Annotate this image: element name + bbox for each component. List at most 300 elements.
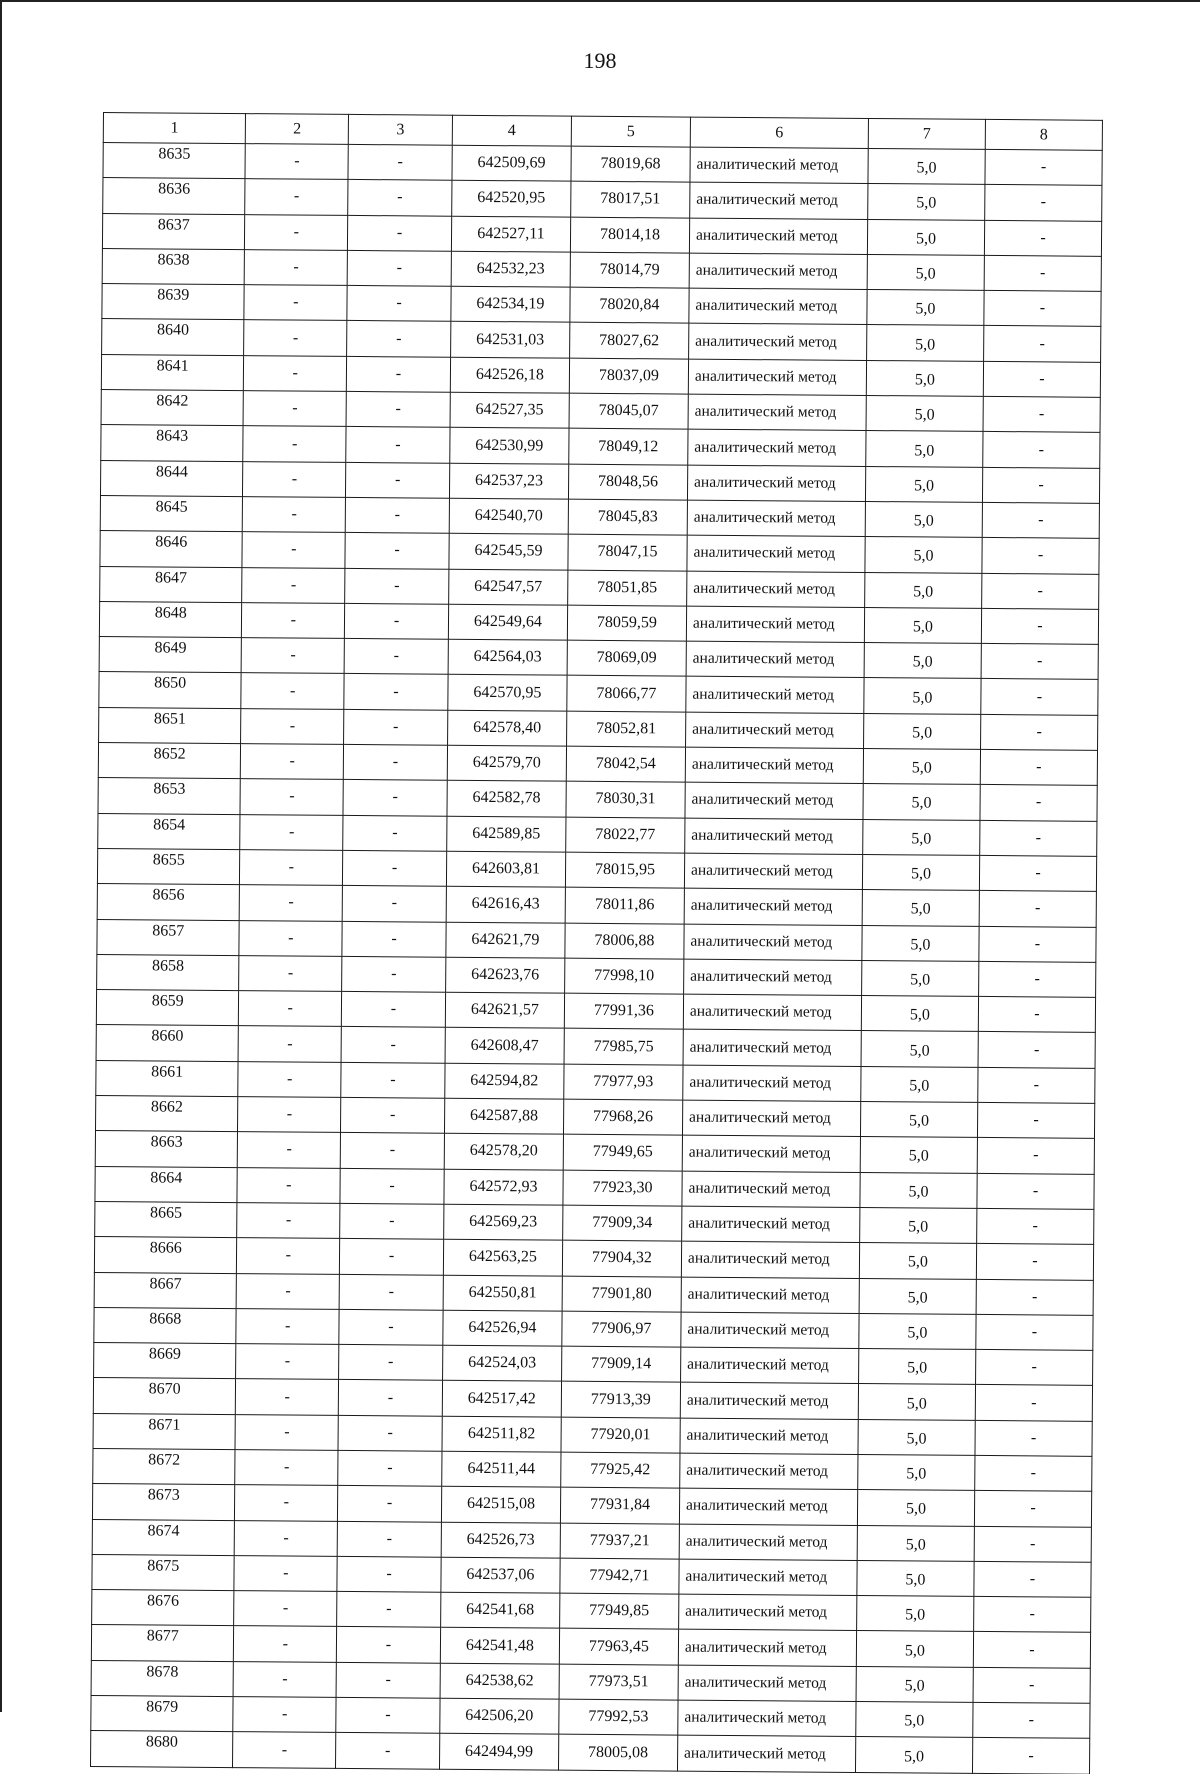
method-cell: аналитический метод bbox=[687, 571, 865, 608]
col8-cell: - bbox=[974, 1491, 1091, 1527]
method-cell: аналитический метод bbox=[680, 1382, 858, 1419]
method-cell: аналитический метод bbox=[686, 606, 864, 643]
accuracy-cell: 5,0 bbox=[866, 360, 983, 396]
coord-x-cell: 642572,93 bbox=[444, 1169, 563, 1205]
coord-x-cell: 642509,69 bbox=[452, 145, 571, 181]
point-number-cell: 8678 bbox=[91, 1660, 234, 1696]
coord-y-cell: 77923,30 bbox=[563, 1170, 682, 1206]
method-cell: аналитический метод bbox=[677, 1735, 855, 1772]
coord-x-cell: 642530,99 bbox=[450, 428, 569, 464]
coord-x-cell: 642621,79 bbox=[446, 922, 565, 958]
method-cell: аналитический метод bbox=[680, 1453, 858, 1490]
coord-x-cell: 642537,06 bbox=[441, 1557, 560, 1593]
col2-cell: - bbox=[233, 1732, 336, 1768]
coord-y-cell: 78059,59 bbox=[567, 605, 686, 641]
scan-edge-left bbox=[0, 0, 2, 1712]
coord-y-cell: 78005,08 bbox=[558, 1734, 677, 1770]
method-cell: аналитический метод bbox=[685, 747, 863, 784]
method-cell: аналитический метод bbox=[681, 1277, 859, 1314]
col3-cell: - bbox=[341, 992, 445, 1028]
col2-cell: - bbox=[242, 532, 345, 568]
coord-y-cell: 77920,01 bbox=[561, 1417, 680, 1453]
coord-x-cell: 642587,88 bbox=[444, 1098, 563, 1134]
col8-cell: - bbox=[975, 1385, 1092, 1421]
method-cell: аналитический метод bbox=[682, 1206, 860, 1243]
point-number-cell: 8673 bbox=[92, 1484, 235, 1520]
coord-x-cell: 642547,57 bbox=[449, 569, 568, 605]
coord-y-cell: 77968,26 bbox=[563, 1099, 682, 1135]
col8-cell: - bbox=[976, 1314, 1093, 1350]
method-cell: аналитический метод bbox=[688, 394, 866, 431]
accuracy-cell: 5,0 bbox=[862, 854, 979, 890]
col3-cell: - bbox=[339, 1274, 443, 1310]
point-number-cell: 8662 bbox=[95, 1095, 238, 1131]
col8-cell: - bbox=[982, 502, 1099, 538]
coord-x-cell: 642594,82 bbox=[445, 1063, 564, 1099]
col8-cell: - bbox=[980, 785, 1097, 821]
col8-cell: - bbox=[973, 1702, 1090, 1738]
col3-cell: - bbox=[336, 1733, 440, 1769]
coord-y-cell: 78015,95 bbox=[565, 852, 684, 888]
accuracy-cell: 5,0 bbox=[859, 1349, 976, 1385]
col2-cell: - bbox=[238, 1097, 341, 1133]
coord-y-cell: 77925,42 bbox=[561, 1452, 680, 1488]
method-cell: аналитический метод bbox=[684, 924, 862, 961]
accuracy-cell: 5,0 bbox=[857, 1560, 974, 1596]
point-number-cell: 8665 bbox=[95, 1201, 238, 1237]
coord-x-cell: 642540,70 bbox=[449, 498, 568, 534]
method-cell: аналитический метод bbox=[689, 253, 867, 290]
point-number-cell: 8670 bbox=[93, 1378, 236, 1414]
accuracy-cell: 5,0 bbox=[860, 1207, 977, 1243]
point-number-cell: 8666 bbox=[94, 1237, 237, 1273]
coord-y-cell: 77931,84 bbox=[560, 1487, 679, 1523]
col8-cell: - bbox=[980, 714, 1097, 750]
col2-cell: - bbox=[235, 1485, 338, 1521]
coord-x-cell: 642623,76 bbox=[446, 957, 565, 993]
coord-x-cell: 642616,43 bbox=[446, 886, 565, 922]
point-number-cell: 8643 bbox=[101, 425, 244, 461]
accuracy-cell: 5,0 bbox=[862, 960, 979, 996]
col2-cell: - bbox=[243, 461, 346, 497]
method-cell: аналитический метод bbox=[688, 359, 866, 396]
col3-cell: - bbox=[345, 568, 449, 604]
coord-y-cell: 78014,18 bbox=[570, 217, 689, 253]
point-number-cell: 8680 bbox=[91, 1731, 234, 1767]
coord-x-cell: 642608,47 bbox=[445, 1028, 564, 1064]
col2-cell: - bbox=[237, 1238, 340, 1274]
coord-y-cell: 77949,85 bbox=[560, 1593, 679, 1629]
coord-y-cell: 78017,51 bbox=[571, 181, 690, 217]
col8-cell: - bbox=[977, 1208, 1094, 1244]
accuracy-cell: 5,0 bbox=[864, 643, 981, 679]
accuracy-cell: 5,0 bbox=[856, 1666, 973, 1702]
col8-cell: - bbox=[973, 1632, 1090, 1668]
col8-cell: - bbox=[976, 1244, 1093, 1280]
coord-x-cell: 642537,23 bbox=[449, 463, 568, 499]
method-cell: аналитический метод bbox=[689, 218, 867, 255]
accuracy-cell: 5,0 bbox=[862, 925, 979, 961]
coord-y-cell: 78047,15 bbox=[568, 534, 687, 570]
col2-cell: - bbox=[234, 1626, 337, 1662]
page-number: 198 bbox=[583, 48, 617, 73]
method-cell: аналитический метод bbox=[687, 535, 865, 572]
col3-cell: - bbox=[338, 1380, 442, 1416]
col2-cell: - bbox=[245, 214, 348, 250]
col8-cell: - bbox=[977, 1102, 1094, 1138]
coord-x-cell: 642578,40 bbox=[447, 710, 566, 746]
col3-cell: - bbox=[347, 286, 451, 322]
coord-x-cell: 642511,82 bbox=[442, 1416, 561, 1452]
accuracy-cell: 5,0 bbox=[864, 678, 981, 714]
accuracy-cell: 5,0 bbox=[859, 1313, 976, 1349]
coord-y-cell: 78069,09 bbox=[567, 640, 686, 676]
col2-cell: - bbox=[241, 744, 344, 780]
accuracy-cell: 5,0 bbox=[868, 149, 985, 185]
coord-x-cell: 642527,11 bbox=[451, 216, 570, 252]
point-number-cell: 8644 bbox=[100, 460, 243, 496]
col3-cell: - bbox=[343, 850, 447, 886]
accuracy-cell: 5,0 bbox=[863, 819, 980, 855]
coord-x-cell: 642569,23 bbox=[444, 1204, 563, 1240]
method-cell: аналитический метод bbox=[682, 1171, 860, 1208]
point-number-cell: 8649 bbox=[99, 637, 242, 673]
col2-cell: - bbox=[235, 1520, 338, 1556]
col3-cell: - bbox=[341, 1097, 445, 1133]
col8-cell: - bbox=[984, 291, 1101, 327]
col8-cell: - bbox=[975, 1349, 1092, 1385]
accuracy-cell: 5,0 bbox=[865, 537, 982, 573]
col8-cell: - bbox=[977, 1173, 1094, 1209]
col2-cell: - bbox=[236, 1379, 339, 1415]
col8-cell: - bbox=[983, 397, 1100, 433]
accuracy-cell: 5,0 bbox=[861, 1031, 978, 1067]
coord-x-cell: 642517,42 bbox=[442, 1381, 561, 1417]
col2-cell: - bbox=[237, 1167, 340, 1203]
col3-cell: - bbox=[348, 215, 452, 251]
coord-x-cell: 642550,81 bbox=[443, 1275, 562, 1311]
method-cell: аналитический метод bbox=[689, 324, 867, 361]
coord-y-cell: 78027,62 bbox=[570, 323, 689, 359]
col3-cell: - bbox=[346, 391, 450, 427]
col2-cell: - bbox=[241, 673, 344, 709]
col2-cell: - bbox=[237, 1273, 340, 1309]
coord-x-cell: 642541,68 bbox=[441, 1592, 560, 1628]
col8-cell: - bbox=[979, 891, 1096, 927]
col2-cell: - bbox=[238, 1061, 341, 1097]
col2-cell: - bbox=[234, 1555, 337, 1591]
col3-cell: - bbox=[344, 639, 448, 675]
point-number-cell: 8669 bbox=[94, 1343, 237, 1379]
col2-cell: - bbox=[239, 955, 342, 991]
coord-y-cell: 77904,32 bbox=[562, 1240, 681, 1276]
coord-y-cell: 78066,77 bbox=[567, 676, 686, 712]
method-cell: аналитический метод bbox=[685, 782, 863, 819]
point-number-cell: 8674 bbox=[92, 1519, 235, 1555]
table-row bbox=[91, 1731, 1090, 1774]
coord-x-cell: 642579,70 bbox=[447, 745, 566, 781]
method-cell: аналитический метод bbox=[690, 182, 868, 219]
col3-cell: - bbox=[340, 1203, 444, 1239]
point-number-cell: 8661 bbox=[96, 1060, 239, 1096]
coord-y-cell: 78045,83 bbox=[568, 499, 687, 535]
col8-cell: - bbox=[980, 820, 1097, 856]
point-number-cell: 8672 bbox=[93, 1448, 236, 1484]
accuracy-cell: 5,0 bbox=[856, 1702, 973, 1738]
point-number-cell: 8639 bbox=[102, 284, 245, 320]
col3-cell: - bbox=[340, 1168, 444, 1204]
method-cell: аналитический метод bbox=[684, 853, 862, 890]
col2-cell: - bbox=[244, 320, 347, 356]
accuracy-cell: 5,0 bbox=[857, 1490, 974, 1526]
method-cell: аналитический метод bbox=[683, 1065, 861, 1102]
method-cell: аналитический метод bbox=[682, 1135, 860, 1172]
method-cell: аналитический метод bbox=[681, 1312, 859, 1349]
col2-cell: - bbox=[243, 426, 346, 462]
col8-cell: - bbox=[978, 1067, 1095, 1103]
accuracy-cell: 5,0 bbox=[860, 1137, 977, 1173]
point-number-cell: 8636 bbox=[103, 178, 246, 214]
point-number-cell: 8638 bbox=[102, 248, 245, 284]
coord-x-cell: 642549,64 bbox=[448, 604, 567, 640]
method-cell: аналитический метод bbox=[679, 1559, 857, 1596]
accuracy-cell: 5,0 bbox=[867, 325, 984, 361]
col3-cell: - bbox=[337, 1521, 441, 1557]
col8-cell: - bbox=[984, 255, 1101, 291]
col3-cell: - bbox=[338, 1486, 442, 1522]
col3-cell: - bbox=[347, 250, 451, 286]
coord-x-cell: 642531,03 bbox=[451, 322, 570, 358]
accuracy-cell: 5,0 bbox=[858, 1419, 975, 1455]
col2-cell: - bbox=[245, 144, 348, 180]
coord-x-cell: 642526,73 bbox=[441, 1522, 560, 1558]
col8-cell: - bbox=[975, 1455, 1092, 1491]
col2-cell: - bbox=[242, 638, 345, 674]
col8-cell: - bbox=[983, 361, 1100, 397]
col2-cell: - bbox=[244, 285, 347, 321]
accuracy-cell: 5,0 bbox=[867, 290, 984, 326]
col3-cell: - bbox=[346, 356, 450, 392]
col2-cell: - bbox=[236, 1308, 339, 1344]
column-header: 2 bbox=[246, 114, 349, 145]
col8-cell: - bbox=[979, 961, 1096, 997]
point-number-cell: 8653 bbox=[98, 778, 241, 814]
coord-y-cell: 77901,80 bbox=[562, 1276, 681, 1312]
col2-cell: - bbox=[240, 850, 343, 886]
point-number-cell: 8656 bbox=[97, 884, 240, 920]
coord-y-cell: 77913,39 bbox=[561, 1382, 680, 1418]
col3-cell: - bbox=[336, 1662, 440, 1698]
col3-cell: - bbox=[338, 1450, 442, 1486]
point-number-cell: 8646 bbox=[100, 531, 243, 567]
accuracy-cell: 5,0 bbox=[857, 1525, 974, 1561]
column-header: 6 bbox=[690, 117, 868, 148]
coord-x-cell: 642578,20 bbox=[444, 1134, 563, 1170]
method-cell: аналитический метод bbox=[684, 959, 862, 996]
point-number-cell: 8654 bbox=[98, 813, 241, 849]
method-cell: аналитический метод bbox=[685, 818, 863, 855]
point-number-cell: 8640 bbox=[102, 319, 245, 355]
column-header: 4 bbox=[452, 115, 571, 146]
coord-y-cell: 77937,21 bbox=[560, 1523, 679, 1559]
col3-cell: - bbox=[340, 1239, 444, 1275]
coord-x-cell: 642563,25 bbox=[443, 1239, 562, 1275]
coord-x-cell: 642538,62 bbox=[440, 1663, 559, 1699]
col2-cell: - bbox=[235, 1450, 338, 1486]
scan-edge-top bbox=[0, 0, 1200, 2]
point-number-cell: 8651 bbox=[99, 707, 242, 743]
point-number-cell: 8641 bbox=[101, 354, 244, 390]
method-cell: аналитический метод bbox=[687, 465, 865, 502]
method-cell: аналитический метод bbox=[678, 1665, 856, 1702]
accuracy-cell: 5,0 bbox=[866, 431, 983, 467]
method-cell: аналитический метод bbox=[682, 1100, 860, 1137]
col2-cell: - bbox=[236, 1344, 339, 1380]
accuracy-cell: 5,0 bbox=[860, 1172, 977, 1208]
col8-cell: - bbox=[984, 220, 1101, 256]
point-number-cell: 8667 bbox=[94, 1272, 237, 1308]
col3-cell: - bbox=[342, 956, 446, 992]
point-number-cell: 8655 bbox=[97, 848, 240, 884]
coord-x-cell: 642524,03 bbox=[442, 1345, 561, 1381]
point-number-cell: 8664 bbox=[95, 1166, 238, 1202]
col3-cell: - bbox=[337, 1556, 441, 1592]
col3-cell: - bbox=[340, 1133, 444, 1169]
col2-cell: - bbox=[245, 179, 348, 215]
coord-x-cell: 642515,08 bbox=[441, 1486, 560, 1522]
accuracy-cell: 5,0 bbox=[862, 890, 979, 926]
method-cell: аналитический метод bbox=[680, 1418, 858, 1455]
accuracy-cell: 5,0 bbox=[863, 784, 980, 820]
col2-cell: - bbox=[243, 497, 346, 533]
col8-cell: - bbox=[982, 538, 1099, 574]
coord-x-cell: 642603,81 bbox=[446, 851, 565, 887]
table-body bbox=[91, 143, 1103, 1774]
col3-cell: - bbox=[346, 462, 450, 498]
coord-y-cell: 78051,85 bbox=[568, 570, 687, 606]
coord-y-cell: 77949,65 bbox=[563, 1134, 682, 1170]
method-cell: аналитический метод bbox=[678, 1630, 856, 1667]
col2-cell: - bbox=[243, 391, 346, 427]
col8-cell: - bbox=[983, 432, 1100, 468]
col8-cell: - bbox=[981, 644, 1098, 680]
accuracy-cell: 5,0 bbox=[856, 1631, 973, 1667]
coord-y-cell: 78045,07 bbox=[569, 393, 688, 429]
col2-cell: - bbox=[241, 708, 344, 744]
coord-y-cell: 77985,75 bbox=[564, 1029, 683, 1065]
col3-cell: - bbox=[345, 603, 449, 639]
col3-cell: - bbox=[339, 1309, 443, 1345]
col3-cell: - bbox=[348, 180, 452, 216]
coord-y-cell: 77992,53 bbox=[559, 1699, 678, 1735]
method-cell: аналитический метод bbox=[681, 1241, 859, 1278]
coord-x-cell: 642545,59 bbox=[449, 533, 568, 569]
col3-cell: - bbox=[341, 1062, 445, 1098]
coord-x-cell: 642520,95 bbox=[452, 181, 571, 217]
accuracy-cell: 5,0 bbox=[863, 713, 980, 749]
col3-cell: - bbox=[343, 815, 447, 851]
col2-cell: - bbox=[237, 1202, 340, 1238]
point-number-cell: 8635 bbox=[103, 143, 246, 179]
coord-y-cell: 77942,71 bbox=[560, 1558, 679, 1594]
point-number-cell: 8675 bbox=[92, 1554, 235, 1590]
accuracy-cell: 5,0 bbox=[865, 572, 982, 608]
col2-cell: - bbox=[244, 355, 347, 391]
accuracy-cell: 5,0 bbox=[858, 1384, 975, 1420]
col3-cell: - bbox=[337, 1592, 441, 1628]
coord-x-cell: 642564,03 bbox=[448, 639, 567, 675]
method-cell: аналитический метод bbox=[687, 500, 865, 537]
method-cell: аналитический метод bbox=[683, 1030, 861, 1067]
coord-y-cell: 78006,88 bbox=[565, 923, 684, 959]
accuracy-cell: 5,0 bbox=[865, 466, 982, 502]
col8-cell: - bbox=[974, 1561, 1091, 1597]
point-number-cell: 8647 bbox=[100, 566, 243, 602]
accuracy-cell: 5,0 bbox=[865, 501, 982, 537]
accuracy-cell: 5,0 bbox=[857, 1596, 974, 1632]
col8-cell: - bbox=[976, 1279, 1093, 1315]
col2-cell: - bbox=[239, 991, 342, 1027]
accuracy-cell: 5,0 bbox=[861, 1066, 978, 1102]
col3-cell: - bbox=[341, 1027, 445, 1063]
accuracy-cell: 5,0 bbox=[859, 1278, 976, 1314]
col8-cell: - bbox=[974, 1526, 1091, 1562]
coord-y-cell: 77909,14 bbox=[561, 1346, 680, 1382]
coord-x-cell: 642534,19 bbox=[451, 286, 570, 322]
method-cell: аналитический метод bbox=[688, 429, 866, 466]
coord-x-cell: 642494,99 bbox=[439, 1734, 558, 1770]
col2-cell: - bbox=[240, 885, 343, 921]
accuracy-cell: 5,0 bbox=[867, 254, 984, 290]
point-number-cell: 8648 bbox=[99, 601, 242, 637]
coord-y-cell: 77909,34 bbox=[563, 1205, 682, 1241]
col8-cell: - bbox=[972, 1738, 1089, 1774]
col2-cell: - bbox=[240, 779, 343, 815]
col3-cell: - bbox=[346, 427, 450, 463]
col8-cell: - bbox=[975, 1420, 1092, 1456]
coord-x-cell: 642511,44 bbox=[442, 1451, 561, 1487]
accuracy-cell: 5,0 bbox=[864, 607, 981, 643]
col8-cell: - bbox=[973, 1667, 1090, 1703]
col3-cell: - bbox=[345, 533, 449, 569]
coord-x-cell: 642582,78 bbox=[447, 781, 566, 817]
coord-y-cell: 77906,97 bbox=[562, 1311, 681, 1347]
coord-x-cell: 642506,20 bbox=[440, 1698, 559, 1734]
point-number-cell: 8679 bbox=[91, 1696, 234, 1732]
accuracy-cell: 5,0 bbox=[863, 749, 980, 785]
coord-y-cell: 77977,93 bbox=[564, 1064, 683, 1100]
accuracy-cell: 5,0 bbox=[868, 184, 985, 220]
col2-cell: - bbox=[245, 250, 348, 286]
coord-x-cell: 642621,57 bbox=[445, 992, 564, 1028]
col3-cell: - bbox=[336, 1627, 440, 1663]
coord-x-cell: 642532,23 bbox=[451, 251, 570, 287]
col2-cell: - bbox=[242, 567, 345, 603]
col2-cell: - bbox=[238, 1026, 341, 1062]
point-number-cell: 8658 bbox=[97, 954, 240, 990]
col8-cell: - bbox=[979, 926, 1096, 962]
coord-x-cell: 642570,95 bbox=[448, 675, 567, 711]
method-cell: аналитический метод bbox=[684, 888, 862, 925]
col8-cell: - bbox=[978, 997, 1095, 1033]
col3-cell: - bbox=[344, 709, 448, 745]
column-header: 1 bbox=[103, 113, 246, 144]
coord-y-cell: 77973,51 bbox=[559, 1664, 678, 1700]
coord-y-cell: 78030,31 bbox=[566, 782, 685, 818]
col2-cell: - bbox=[239, 920, 342, 956]
column-header: 8 bbox=[985, 119, 1102, 150]
coord-y-cell: 78049,12 bbox=[569, 429, 688, 465]
